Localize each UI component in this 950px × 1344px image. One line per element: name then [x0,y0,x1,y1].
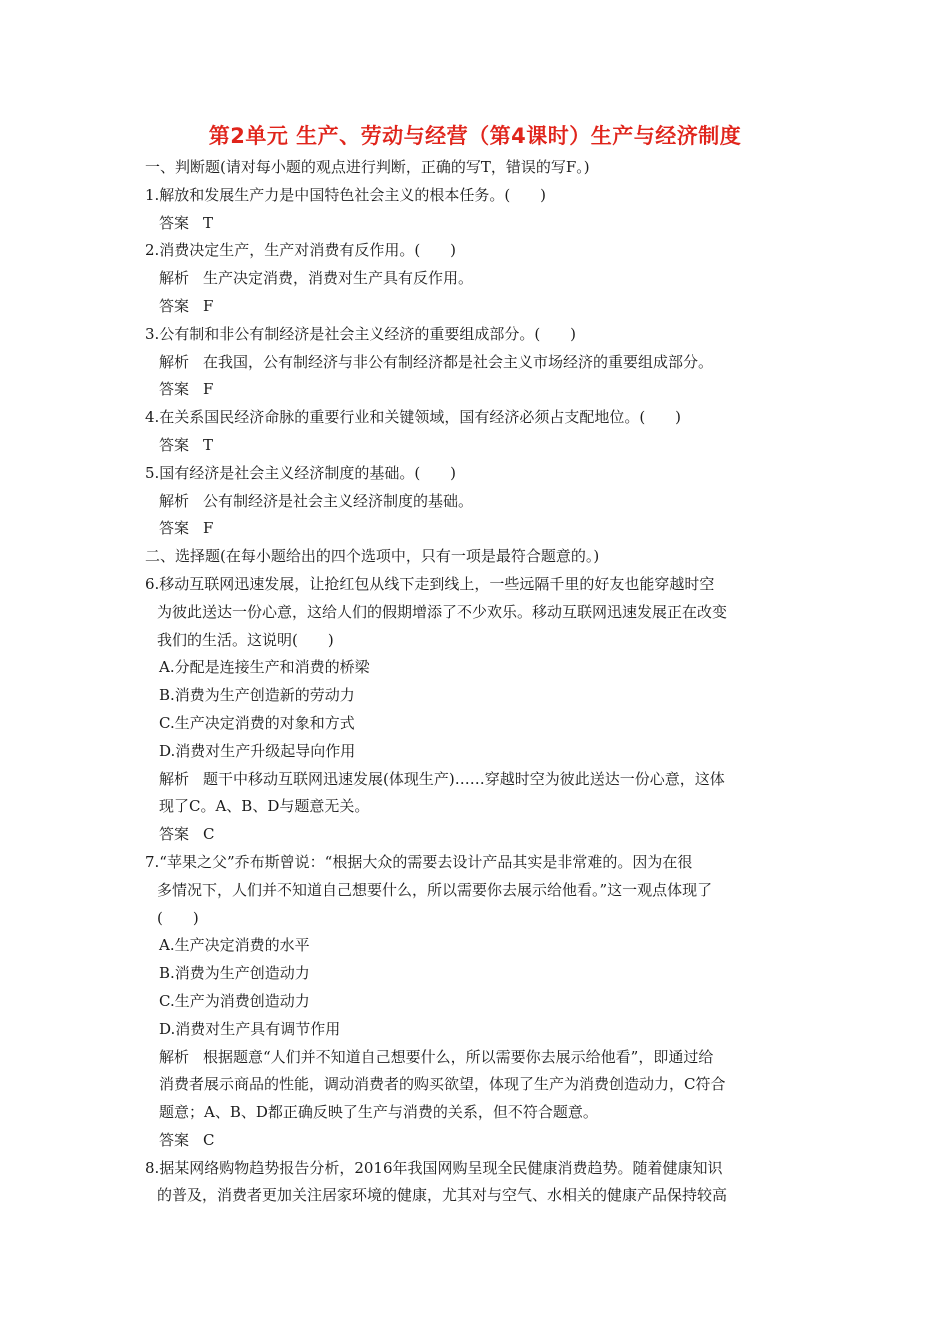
choice-question-6-line-3: 我们的生活。这说明( ) [157,630,334,649]
judge-question-3: 3.公有制和非公有制经济是社会主义经济的重要组成部分。( ) [145,324,577,343]
choice-option-7b: B.消费为生产创造动力 [159,964,310,983]
choice-question-7-line-3: ( ) [157,908,199,927]
choice-question-8-line-1: 8.据某网络购物趋势报告分析，2016年我国网购呈现全民健康消费趋势。随着健康知识 [145,1158,723,1177]
choice-question-6-line-1: 6.移动互联网迅速发展，让抢红包从线下走到线上，一些远隔千里的好友也能穿越时空 [145,574,715,593]
judge-answer-5: 答案 F [159,519,214,538]
choice-option-6c: C.生产决定消费的对象和方式 [159,713,355,732]
section-header-judge: 一、判断题(请对每小题的观点进行判断，正确的写T，错误的写F。) [145,158,590,176]
judge-answer-4: 答案 T [159,435,214,454]
choice-question-7-line-1: 7.“苹果之父”乔布斯曾说：“根据大众的需要去设计产品其实是非常难的。因为在很 [145,852,693,871]
choice-question-8-line-2: 的普及，消费者更加关注居家环境的健康，尤其对与空气、水相关的健康产品保持较高 [157,1186,728,1205]
choice-option-7a: A.生产决定消费的水平 [159,936,310,955]
choice-analysis-7-line-3: 题意；A、B、D都正确反映了生产与消费的关系，但不符合题意。 [159,1103,598,1122]
choice-option-6b: B.消费为生产创造新的劳动力 [159,686,355,705]
judge-answer-3: 答案 F [159,380,214,399]
choice-answer-6: 答案 C [159,825,215,844]
judge-answer-1: 答案 T [159,213,214,232]
judge-answer-2: 答案 F [159,296,214,315]
choice-option-7c: C.生产为消费创造动力 [159,991,310,1010]
judge-question-1: 1.解放和发展生产力是中国特色社会主义的根本任务。( ) [145,185,547,204]
choice-answer-7: 答案 C [159,1130,215,1149]
judge-question-2: 2.消费决定生产，生产对消费有反作用。( ) [145,241,457,260]
choice-analysis-7-line-1: 解析 根据题意“人们并不知道自己想要什么，所以需要你去展示给他看”，即通过给 [159,1047,714,1066]
choice-analysis-6-line-2: 现了C。A、B、D与题意无关。 [159,797,370,816]
choice-option-6d: D.消费对生产升级起导向作用 [159,741,356,760]
choice-question-6-line-2: 为彼此送达一份心意，这给人们的假期增添了不少欢乐。移动互联网迅速发展正在改变 [157,602,728,621]
judge-question-4: 4.在关系国民经济命脉的重要行业和关键领域，国有经济必须占支配地位。( ) [145,408,682,427]
choice-question-7-line-2: 多情况下，人们并不知道自己想要什么，所以需要你去展示给他看。”这一观点体现了 [157,880,713,899]
choice-option-6a: A.分配是连接生产和消费的桥梁 [159,658,370,677]
judge-analysis-3: 解析 在我国，公有制经济与非公有制经济都是社会主义市场经济的重要组成部分。 [159,352,714,371]
judge-analysis-5: 解析 公有制经济是社会主义经济制度的基础。 [159,491,474,510]
choice-analysis-6-line-1: 解析 题干中移动互联网迅速发展(体现生产)……穿越时空为彼此送达一份心意，这体 [159,769,725,788]
choice-analysis-7-line-2: 消费者展示商品的性能，调动消费者的购买欲望，体现了生产为消费创造动力，C符合 [159,1075,726,1094]
document-body [145,154,810,1210]
choice-option-7d: D.消费对生产具有调节作用 [159,1019,341,1038]
section-header-choice: 二、选择题(在每小题给出的四个选项中，只有一项是最符合题意的。) [145,547,600,566]
page-title: 第2单元 生产、劳动与经营（第4课时）生产与经济制度 [208,124,742,148]
judge-analysis-2: 解析 生产决定消费，消费对生产具有反作用。 [159,269,474,288]
judge-question-5: 5.国有经济是社会主义经济制度的基础。( ) [145,463,457,482]
